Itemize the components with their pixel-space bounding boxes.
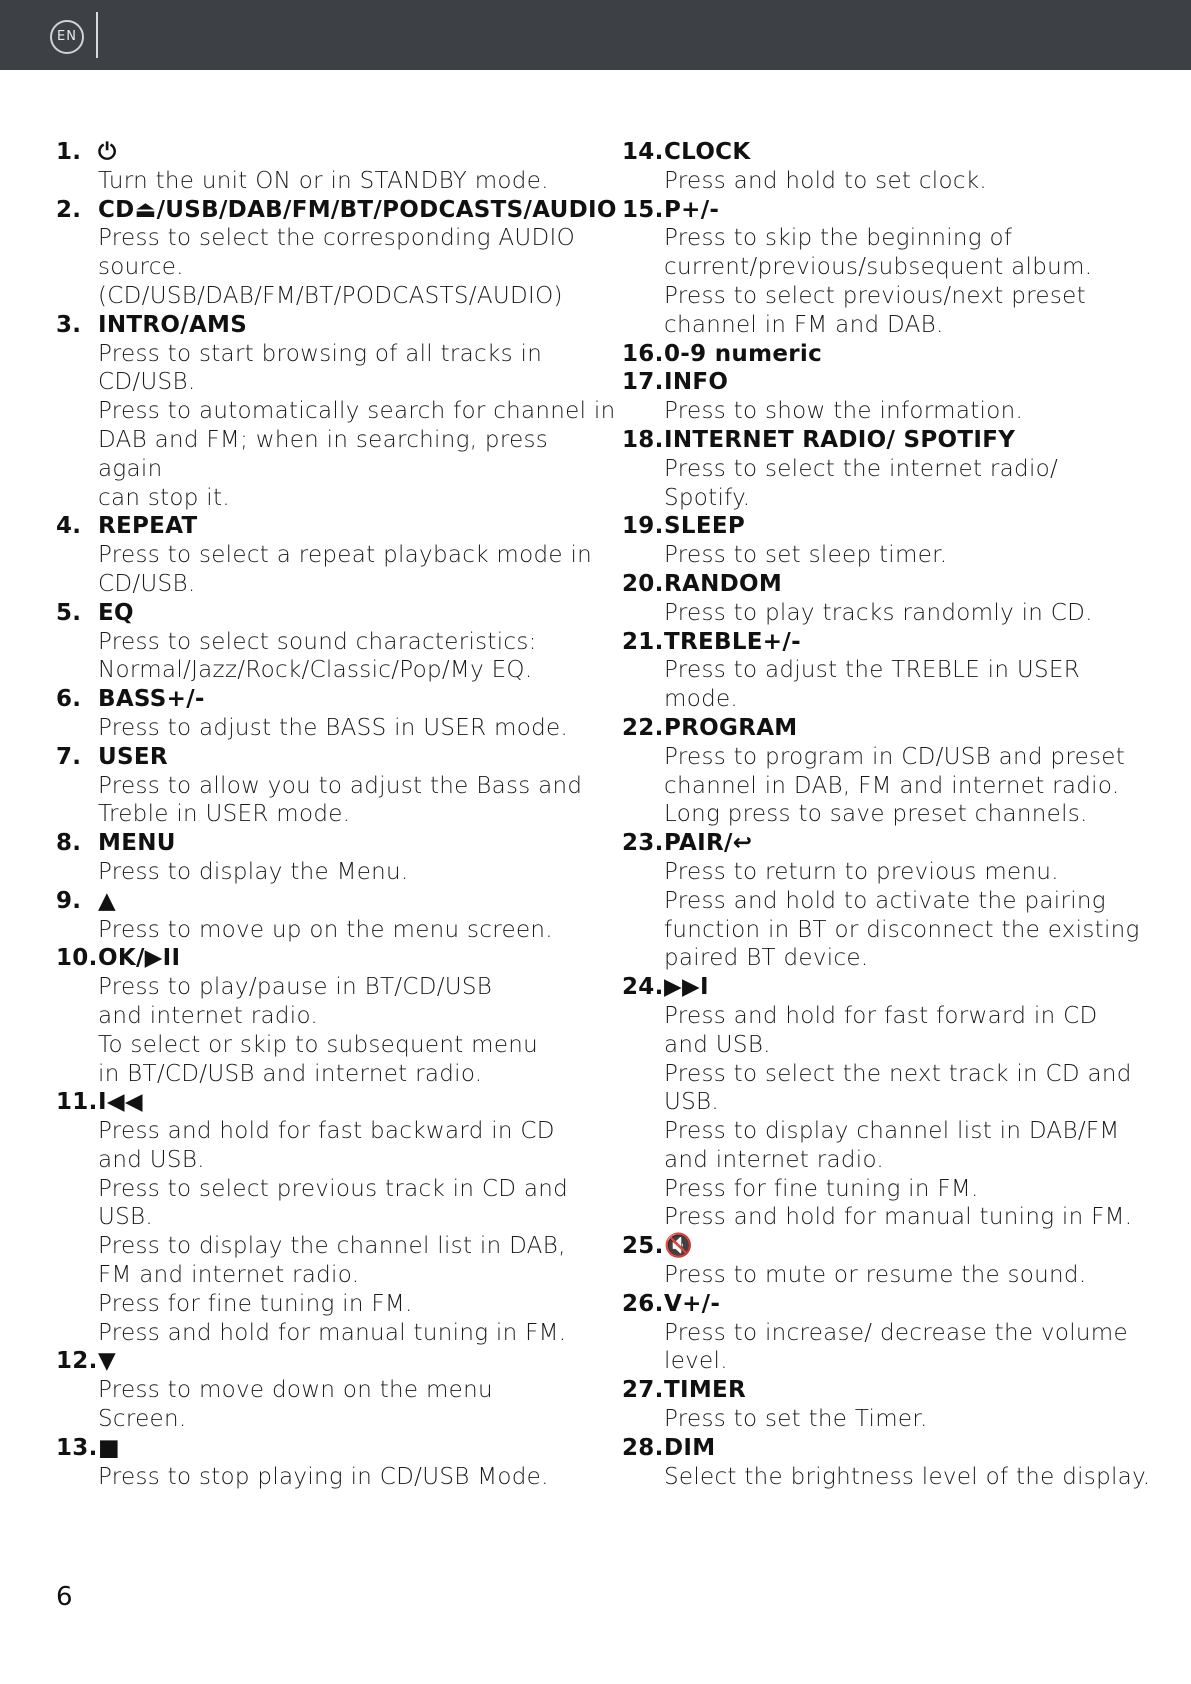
item-heading: PAIR/↩ <box>664 830 753 857</box>
list-item <box>56 829 616 887</box>
item-description-line: Press to select previous track in CD and <box>98 1175 569 1202</box>
item-description-line: Spotify. <box>664 484 751 511</box>
list-item <box>56 1088 616 1347</box>
item-description-line: To select or skip to subsequent menu <box>98 1031 539 1058</box>
item-number: 17. <box>622 369 664 396</box>
item-heading: RANDOM <box>664 570 783 597</box>
item-description-line: current/previous/subsequent album. <box>664 254 1093 281</box>
list-item <box>622 1232 1182 1290</box>
item-heading: SLEEP <box>664 513 746 540</box>
item-number: 7. <box>56 743 82 770</box>
item-description-line: Press to skip the beginning of <box>664 225 1013 252</box>
list-item <box>622 426 1182 512</box>
item-heading: 🔇 <box>664 1233 693 1260</box>
item-heading: ⏻ <box>98 139 117 165</box>
list-item <box>56 196 616 311</box>
item-description-line: Long press to save preset channels. <box>664 801 1088 828</box>
item-description-line: Press and hold to activate the pairing <box>664 887 1106 914</box>
item-heading: DIM <box>664 1434 716 1461</box>
item-description-line: Normal/Jazz/Rock/Classic/Pop/My EQ. <box>98 657 533 684</box>
header-bar <box>0 0 1191 70</box>
item-number: 12. <box>56 1348 98 1375</box>
item-number: 15. <box>622 196 664 223</box>
item-number: 25. <box>622 1233 664 1260</box>
item-heading: CD⏏/USB/DAB/FM/BT/PODCASTS/AUDIO <box>98 196 617 223</box>
item-description-line: Press to mute or resume the sound. <box>664 1262 1087 1289</box>
item-number: 26. <box>622 1290 664 1317</box>
item-description-line: channel in FM and DAB. <box>664 311 944 338</box>
item-description-line: Press to start browsing of all tracks in <box>98 340 543 367</box>
item-description-line: Press to stop playing in CD/USB Mode. <box>98 1463 549 1490</box>
item-description-line: Press to allow you to adjust the Bass and <box>98 772 583 799</box>
item-number: 1. <box>56 139 82 165</box>
item-description-line: Press to increase/ decrease the volume <box>664 1319 1128 1346</box>
page-number: 6 <box>56 1582 73 1612</box>
item-description-line: and USB. <box>664 1031 771 1058</box>
list-item <box>56 743 616 829</box>
item-heading: ▲ <box>98 887 116 914</box>
list-item <box>622 368 1182 426</box>
item-description-line: Press to select a repeat playback mode in <box>98 542 593 569</box>
item-description-line: Press to select previous/next preset <box>664 282 1086 309</box>
item-description-line: DAB and FM; when in searching, press again <box>98 426 549 482</box>
item-number: 27. <box>622 1377 664 1404</box>
list-item <box>56 1347 616 1433</box>
item-description-line: source. <box>98 254 184 281</box>
item-description-line: CD/USB. <box>98 570 196 597</box>
item-description-line: Press to select the internet radio/ <box>664 455 1059 482</box>
item-description-line: and USB. <box>98 1146 205 1173</box>
item-number: 5. <box>56 599 82 626</box>
list-item <box>622 973 1182 1232</box>
item-description-line: Press and hold for manual tuning in FM. <box>664 1204 1133 1231</box>
item-heading: MENU <box>98 830 176 857</box>
item-description-line: and internet radio. <box>664 1146 885 1173</box>
item-heading: ▼ <box>98 1348 116 1375</box>
item-description-line: Press to select sound characteristics: <box>98 628 537 655</box>
item-description-line: Press to move down on the menu <box>98 1377 493 1404</box>
item-description-line: Press to set the Timer. <box>664 1406 928 1433</box>
item-description-line: Press for fine tuning in FM. <box>664 1175 979 1202</box>
list-item <box>622 628 1182 714</box>
list-item <box>56 599 616 685</box>
item-number: 16. <box>622 340 664 367</box>
item-description-line: Press to display the Menu. <box>98 858 409 885</box>
item-description-line: Press to display channel list in DAB/FM <box>664 1118 1120 1145</box>
list-item <box>622 829 1182 973</box>
item-description-line: level. <box>664 1348 728 1375</box>
item-heading: INFO <box>664 369 729 396</box>
item-description-line: in BT/CD/USB and internet radio. <box>98 1060 483 1087</box>
item-heading: USER <box>98 743 168 770</box>
item-number: 14. <box>622 139 664 165</box>
item-description-line: Press to select the corresponding AUDIO <box>98 225 576 252</box>
item-description-line: Screen. <box>98 1406 187 1433</box>
list-item <box>622 570 1182 628</box>
item-number: 13. <box>56 1434 98 1461</box>
header-divider <box>96 12 98 58</box>
item-description-line: Press to display the channel list in DAB, <box>98 1233 566 1260</box>
list-item <box>56 512 616 598</box>
item-description-line: Press and hold for manual tuning in FM. <box>98 1319 567 1346</box>
list-item <box>622 1376 1182 1434</box>
list-item <box>622 714 1182 829</box>
item-description-line: FM and internet radio. <box>98 1262 360 1289</box>
item-number: 11. <box>56 1089 98 1116</box>
item-number: 3. <box>56 311 82 338</box>
item-description-line: paired BT device. <box>664 945 869 972</box>
item-description-line: USB. <box>664 1089 720 1116</box>
item-number: 22. <box>622 714 664 741</box>
item-number: 10. <box>56 945 98 972</box>
item-description-line: Press and hold for fast forward in CD <box>664 1002 1098 1029</box>
item-heading: EQ <box>98 599 134 626</box>
list-item <box>622 138 1182 196</box>
item-description-line: can stop it. <box>98 484 230 511</box>
item-number: 8. <box>56 830 82 857</box>
right-column <box>622 138 1182 1491</box>
item-number: 19. <box>622 513 664 540</box>
item-description-line: and internet radio. <box>98 1002 319 1029</box>
item-heading: OK/▶II <box>98 945 181 972</box>
item-description-line: function in BT or disconnect the existing <box>664 916 1140 943</box>
item-number: 6. <box>56 686 82 713</box>
item-heading: P+/- <box>664 196 720 223</box>
item-heading: CLOCK <box>664 139 751 165</box>
item-description-line: Press to return to previous menu. <box>664 858 1059 885</box>
item-number: 18. <box>622 426 664 453</box>
item-heading: INTERNET RADIO/ SPOTIFY <box>664 426 1016 453</box>
list-item <box>622 196 1182 340</box>
item-description-line: mode. <box>664 686 739 713</box>
item-heading: TREBLE+/- <box>664 628 801 655</box>
item-description-line: Press to program in CD/USB and preset <box>664 743 1126 770</box>
item-description-line: Select the brightness level of the display. <box>664 1463 1151 1490</box>
item-description-line: Press to select the next track in CD and <box>664 1060 1132 1087</box>
item-description-line: Press and hold for fast backward in CD <box>98 1118 555 1145</box>
item-description-line: Press to play tracks randomly in CD. <box>664 599 1093 626</box>
list-item <box>56 311 616 513</box>
item-description-line: Press for fine tuning in FM. <box>98 1290 413 1317</box>
list-item <box>56 1434 616 1492</box>
left-column <box>56 138 616 1491</box>
list-item <box>622 512 1182 570</box>
item-number: 2. <box>56 196 82 223</box>
item-number: 28. <box>622 1434 664 1461</box>
item-description-line: Press and hold to set clock. <box>664 167 988 194</box>
item-description-line: CD/USB. <box>98 369 196 396</box>
item-description-line: Press to adjust the TREBLE in USER <box>664 657 1080 684</box>
item-heading: REPEAT <box>98 513 198 540</box>
item-heading: ▶▶I <box>664 974 709 1001</box>
item-heading: PROGRAM <box>664 714 798 741</box>
item-description-line: (CD/USB/DAB/FM/BT/PODCASTS/AUDIO) <box>98 282 563 309</box>
item-description-line: Press to show the information. <box>664 398 1024 425</box>
item-heading: INTRO/AMS <box>98 311 248 338</box>
item-number: 20. <box>622 570 664 597</box>
language-badge: EN <box>50 20 84 54</box>
item-number: 23. <box>622 830 664 857</box>
item-number: 9. <box>56 887 82 914</box>
item-description-line: channel in DAB, FM and internet radio. <box>664 772 1120 799</box>
item-heading: V+/- <box>664 1290 721 1317</box>
item-heading: BASS+/- <box>98 686 205 713</box>
item-heading: 0-9 numeric <box>664 340 823 367</box>
list-item <box>56 685 616 743</box>
item-description-line: Treble in USER mode. <box>98 801 351 828</box>
list-item <box>56 887 616 945</box>
item-description-line: Press to set sleep timer. <box>664 542 948 569</box>
list-item <box>56 138 616 196</box>
item-number: 21. <box>622 628 664 655</box>
item-description-line: Press to adjust the BASS in USER mode. <box>98 714 569 741</box>
item-heading: TIMER <box>664 1377 747 1404</box>
list-item <box>622 1290 1182 1376</box>
item-description-line: USB. <box>98 1204 154 1231</box>
item-description-line: Turn the unit ON or in STANDBY mode. <box>98 167 549 194</box>
item-description-line: Press to play/pause in BT/CD/USB <box>98 974 493 1001</box>
list-item <box>622 1434 1182 1492</box>
list-item <box>56 944 616 1088</box>
item-description-line: Press to automatically search for channel in <box>98 398 616 425</box>
list-item <box>622 340 1182 369</box>
item-heading: ■ <box>98 1434 121 1461</box>
item-heading: I◀◀ <box>98 1089 143 1116</box>
item-number: 4. <box>56 513 82 540</box>
item-number: 24. <box>622 974 664 1001</box>
item-description-line: Press to move up on the menu screen. <box>98 916 553 943</box>
